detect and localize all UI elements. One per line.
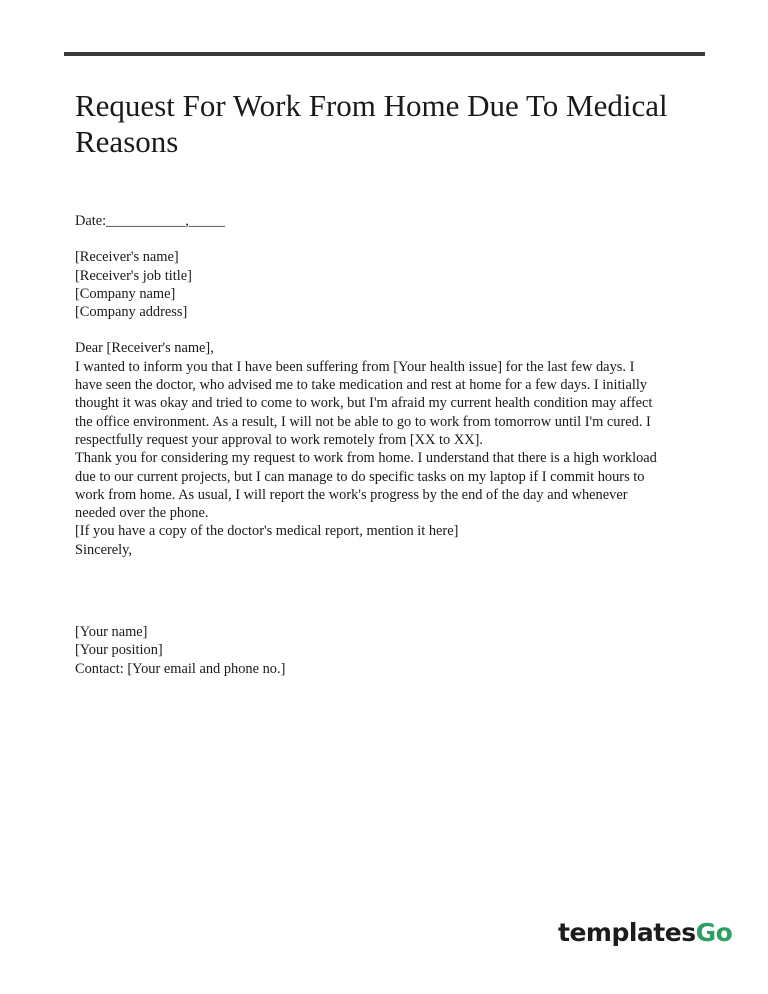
- salutation: Dear [Receiver's name],: [75, 340, 214, 357]
- body-line: needed over the phone.: [75, 505, 209, 522]
- body-line: [If you have a copy of the doctor's medical report, mention it here]: [75, 523, 459, 540]
- letter-paragraphs: [75, 358, 705, 541]
- body-line: thought it was okay and tried to come to work, but I'm afraid my current health condition may affect: [75, 395, 653, 412]
- signature-name: [Your name]: [75, 624, 148, 641]
- signature-contact: Contact: [Your email and phone no.]: [75, 660, 286, 677]
- recipient-block: [75, 248, 705, 321]
- logo-text-go: Go: [695, 918, 733, 947]
- body-line: respectfully request your approval to work remotely from [XX to XX].: [75, 431, 484, 448]
- recipient-job-title: [Receiver's job title]: [75, 267, 192, 284]
- signature-block: [75, 623, 705, 678]
- templatesgo-logo: [558, 918, 732, 948]
- logo-text-templates: templates: [558, 918, 696, 947]
- date-line: Date:___________,_____: [75, 213, 225, 229]
- letter-body: [75, 212, 705, 678]
- body-line: have seen the doctor, who advised me to take medication and rest at home for a few days. I initially: [75, 377, 648, 394]
- closing: Sincerely,: [75, 541, 133, 558]
- recipient-address: [Company address]: [75, 304, 188, 321]
- body-line: Thank you for considering my request to work from home. I understand that there is a high workload: [75, 450, 657, 467]
- signature-position: [Your position]: [75, 642, 163, 659]
- document-title: Request For Work From Home Due To Medical Reasons: [75, 88, 668, 159]
- body-line: I wanted to inform you that I have been suffering from [Your health issue] for the last few days. I: [75, 358, 635, 375]
- body-line: the office environment. As a result, I will not be able to go to work from tomorrow until I'm cured. I: [75, 413, 651, 430]
- recipient-company: [Company name]: [75, 285, 176, 302]
- body-line: due to our current projects, but I can manage to do specific tasks on my laptop if I commit hours to: [75, 468, 645, 485]
- top-divider: [64, 52, 705, 56]
- recipient-name: [Receiver's name]: [75, 249, 179, 266]
- body-line: work from home. As usual, I will report the work's progress by the end of the day and whenever: [75, 486, 628, 503]
